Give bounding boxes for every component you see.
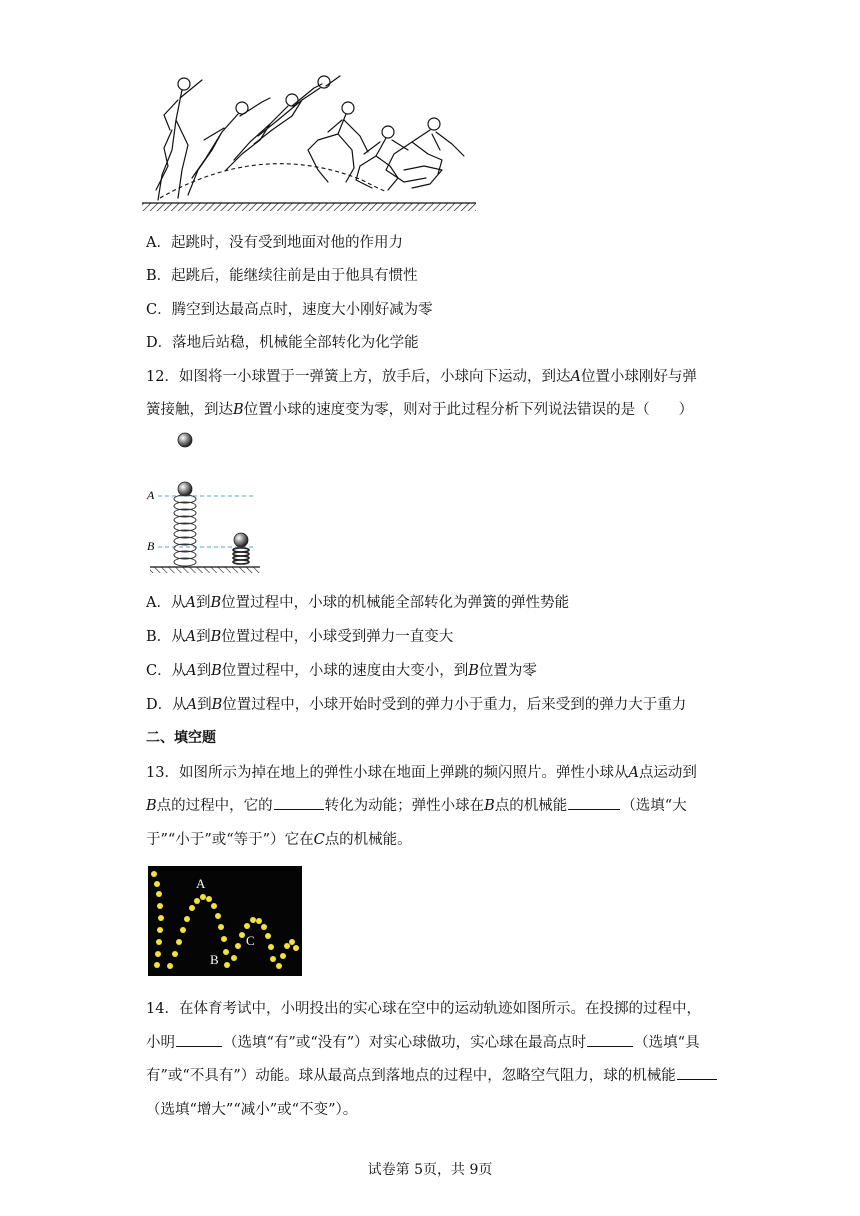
q12-option-a: A．从A到B位置过程中，小球的机械能全部转化为弹簧的弹性势能: [146, 595, 570, 611]
q14-stem-line3: 有”或“不具有”）动能。球从最高点到落地点的过程中，忽略空气阻力，球的机械能: [146, 1064, 718, 1085]
ball-at-a: [178, 482, 192, 496]
q13-stem-line1: 13．如图所示为掉在地上的弹性小球在地面上弹跳的频闪照片。弹性小球从A点运动到: [146, 765, 697, 781]
q11-option-b: B．起跳后，能继续往前是由于他具有惯性: [146, 268, 418, 284]
q12-stem-line2: 簧接触，到达B位置小球的速度变为零，则对于此过程分析下列说法错误的是（ ）: [146, 402, 694, 418]
long-jump-figure: [142, 70, 478, 215]
q11-option-d: D．落地后站稳，机械能全部转化为化学能: [146, 335, 419, 351]
q13-stem-line2: B点的过程中，它的 转化为动能；弹性小球在B点的机械能 （选填“大: [146, 798, 687, 814]
q14-blank-2[interactable]: [587, 1045, 633, 1047]
label-b: B: [147, 539, 155, 553]
q13-blank-1[interactable]: [274, 808, 324, 810]
q12-stem-line1: 12．如图将一小球置于一弹簧上方，放手后，小球向下运动，到达A位置小球刚好与弹: [146, 369, 697, 385]
q12-option-c: C．从A到B位置过程中，小球的速度由大变小，到B位置为零: [146, 663, 537, 679]
section-title-fill-in: 二、填空题: [146, 730, 216, 746]
q14-stem-line2: 小明 （选填“有”或“没有”）对实心球做功，实心球在最高点时 （选填“具: [146, 1035, 700, 1051]
q11-option-a: A．起跳时，没有受到地面对他的作用力: [146, 235, 403, 251]
q13-stem-line3: 于”“小于”或“等于”）它在C点的机械能。: [146, 832, 412, 848]
label-a: A: [147, 488, 155, 502]
q14-stem-line1: 14．在体育考试中，小明投出的实心球在空中的运动轨迹如图所示。在投掷的过程中，: [146, 1001, 701, 1017]
q13-blank-2[interactable]: [568, 808, 620, 810]
q11-option-c: C．腾空到达最高点时，速度大小刚好减为零: [146, 302, 433, 318]
q14-blank-3[interactable]: [677, 1078, 717, 1080]
q12-option-d: D．从A到B位置过程中，小球开始时受到的弹力小于重力，后来受到的弹力大于重力: [146, 697, 687, 713]
photo-label-a: A: [196, 876, 206, 891]
ball-at-b: [234, 533, 248, 547]
q14-stem-line4: （选填“增大”“减小”或“不变”）。: [146, 1102, 358, 1118]
page-footer: 试卷第 5页，共 9页: [367, 1162, 493, 1178]
photo-label-b: B: [210, 952, 219, 967]
photo-label-c: C: [246, 933, 255, 948]
q12-option-b: B．从A到B位置过程中，小球受到弹力一直变大: [146, 629, 454, 645]
ball-top: [178, 433, 192, 447]
spring-figure: [142, 428, 272, 578]
q14-blank-1[interactable]: [176, 1045, 222, 1047]
bouncing-ball-photo: [148, 866, 302, 976]
